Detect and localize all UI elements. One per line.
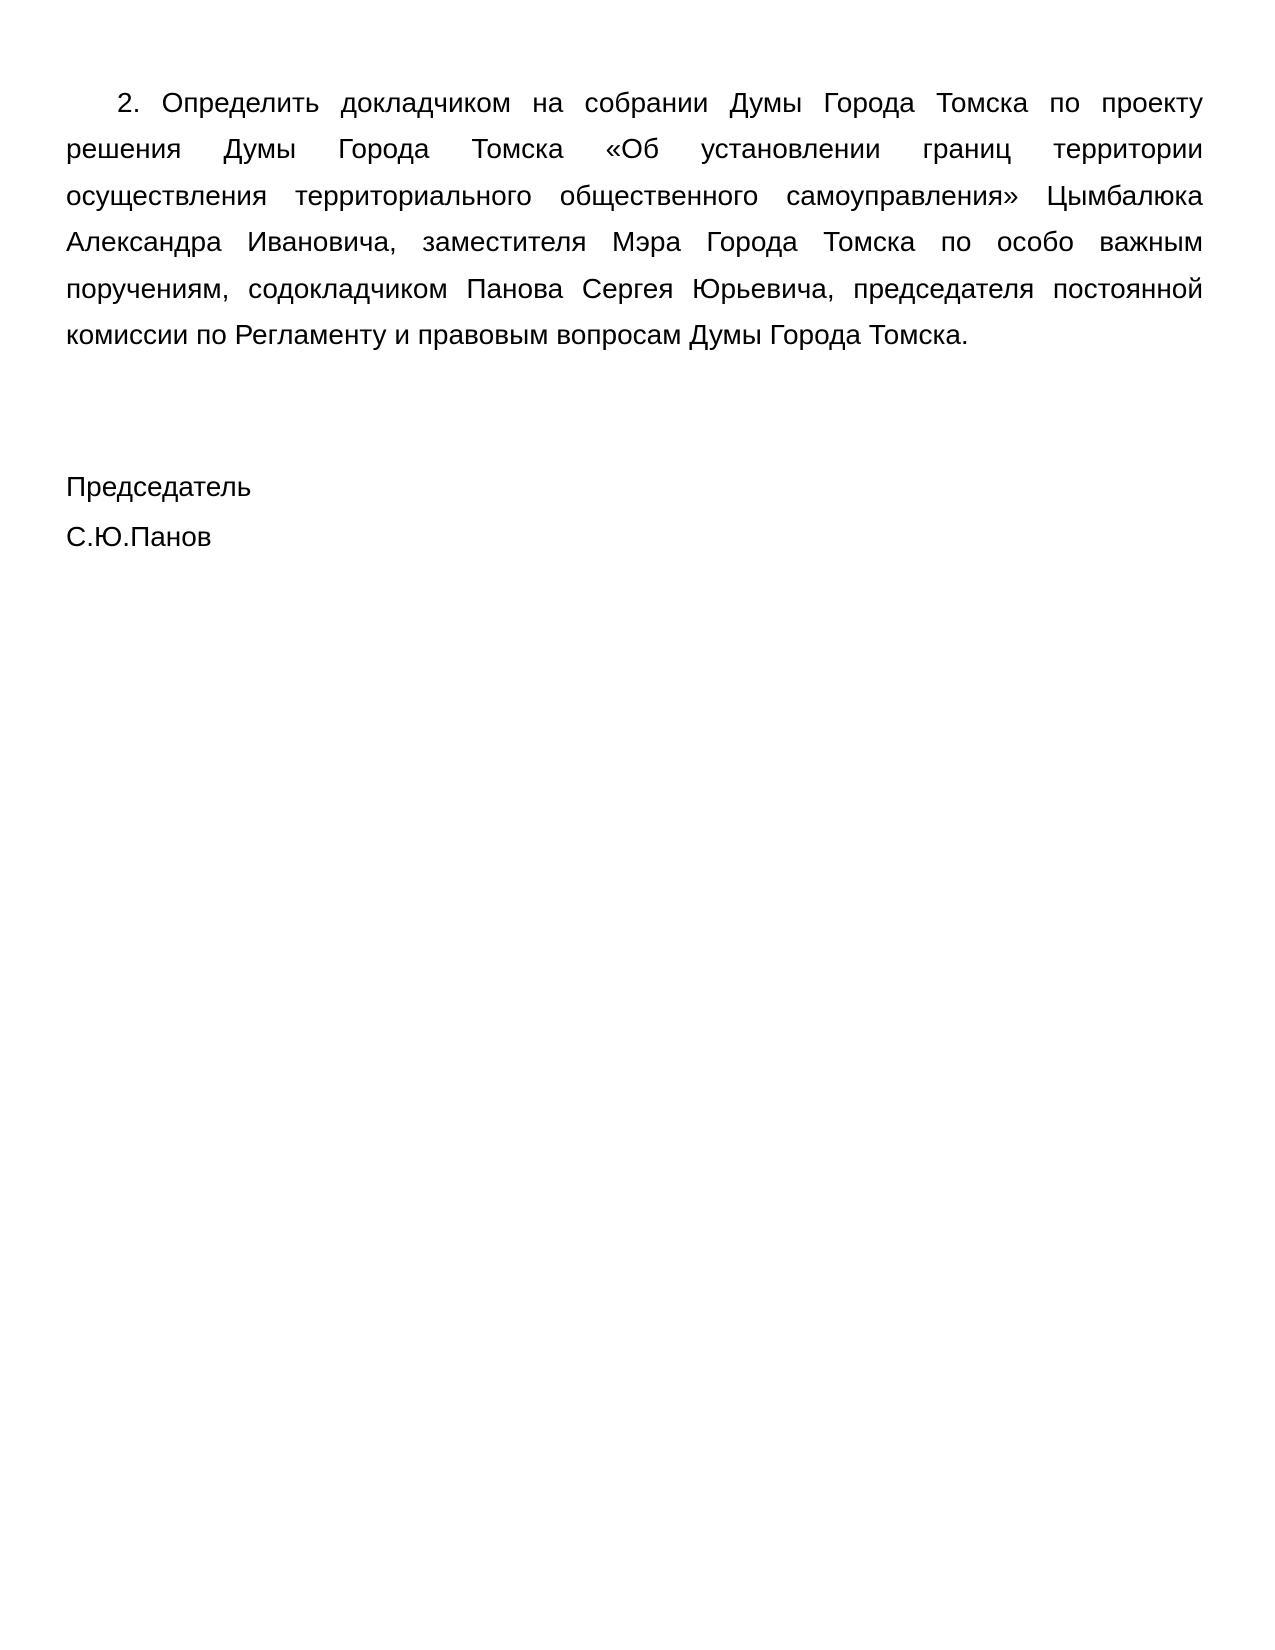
- document-page: [66, 80, 1203, 562]
- paragraph-line: поручениям, содокладчиком Панова Сергея Юрьевича, председателя постоянной: [66, 272, 1203, 304]
- paragraph-line: решения Думы Города Томска «Об установлении границ территории: [66, 133, 1203, 165]
- paragraph-line: осуществления территориального общественного самоуправления» Цымбалюка: [66, 179, 1203, 211]
- signature-block: [66, 462, 1203, 562]
- signature-title: Председатель: [66, 471, 252, 503]
- signature-name: С.Ю.Панов: [66, 521, 212, 553]
- paragraph-line: Александра Ивановича, заместителя Мэра Города Томска по особо важным: [66, 226, 1203, 258]
- paragraph-line: 2. Определить докладчиком на собрании Думы Города Томска по проекту: [117, 87, 1203, 118]
- paragraph-line: комиссии по Регламенту и правовым вопросам Думы Города Томска.: [66, 319, 969, 351]
- decision-paragraph: [66, 80, 1203, 358]
